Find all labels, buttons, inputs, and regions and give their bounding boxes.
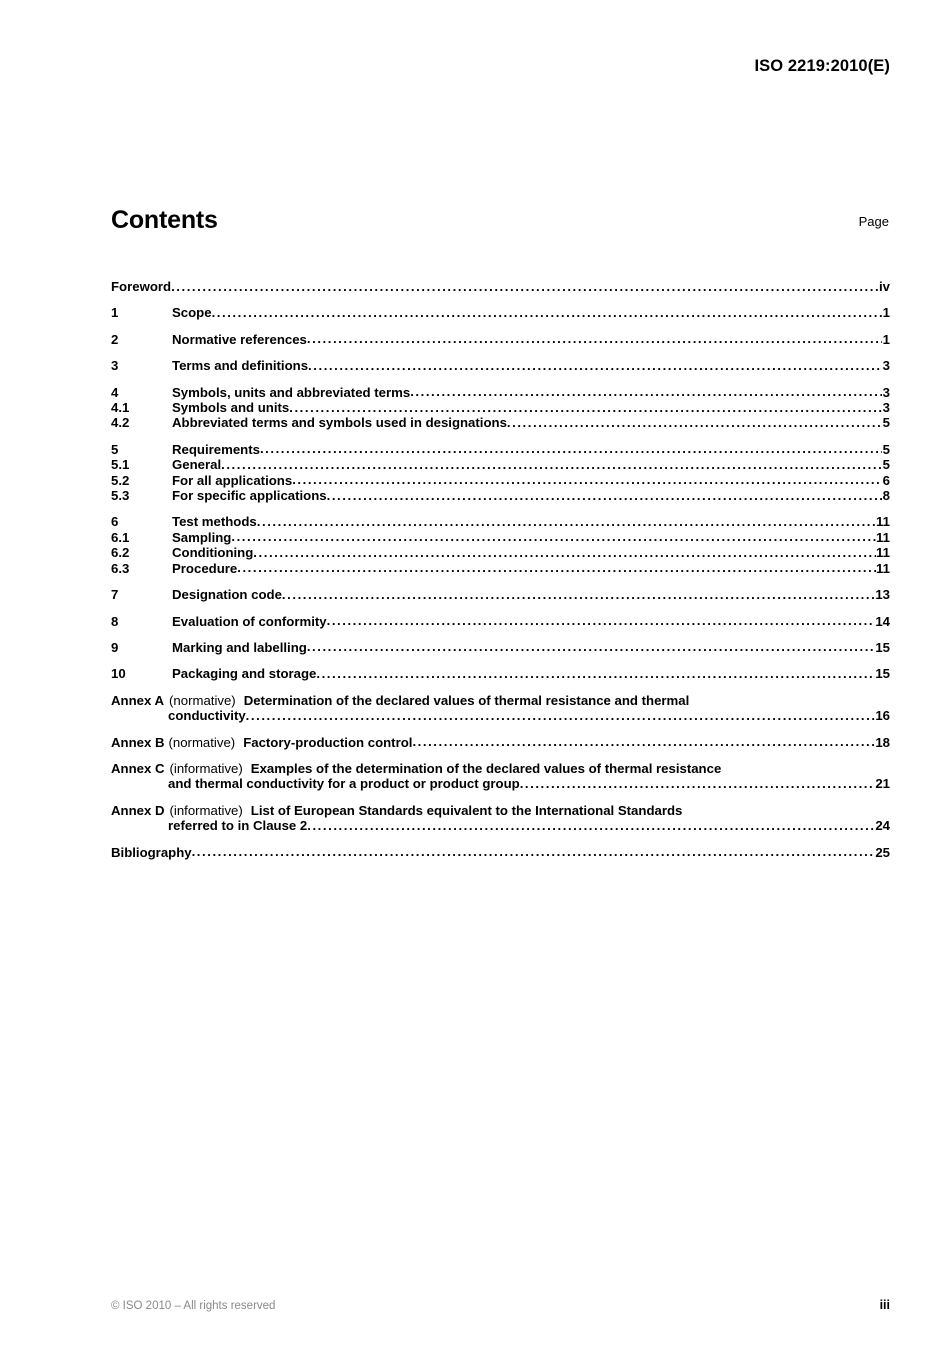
dot-leader [289, 400, 882, 415]
dot-leader [308, 358, 882, 373]
toc-annex-title-line2: referred to in Clause 2 [168, 818, 308, 834]
toc-entry-page-number: 15 [875, 666, 890, 682]
toc-entry-page-number: 16 [875, 708, 890, 724]
toc-entry-bibliography[interactable] [111, 845, 890, 860]
toc-annex-label: Annex D [111, 802, 165, 818]
dot-leader [307, 640, 875, 655]
toc-annex-label: Annex C [111, 760, 165, 776]
dot-leader [257, 514, 876, 529]
toc-annex-title [111, 735, 412, 750]
toc-entry-3-terms-and-definitions[interactable] [111, 358, 890, 373]
toc-entry-number: 5.2 [111, 472, 130, 488]
page-footer [111, 1298, 890, 1312]
toc-entry-number: 5.1 [111, 457, 130, 473]
toc-entry-title: Terms and definitions [172, 358, 309, 374]
toc-entry-page-number: 11 [876, 514, 890, 530]
toc-entry-title-wrap [172, 640, 875, 655]
toc-entry-title: For specific applications [172, 488, 327, 504]
dot-leader [246, 708, 875, 723]
toc-entry-number: 6.1 [111, 529, 130, 545]
toc-entry-title-wrap [172, 545, 876, 560]
dot-leader [507, 415, 882, 430]
toc-annex-heading-line [111, 693, 890, 708]
toc-annex-continuation-line [111, 776, 890, 791]
toc-entry-number: 5 [111, 441, 119, 457]
toc-entry-page-number: 14 [875, 613, 890, 629]
toc-entry-2-normative-references[interactable] [111, 332, 890, 347]
table-of-contents [111, 268, 890, 860]
toc-entry-number: 4.1 [111, 400, 130, 416]
dot-leader [520, 776, 875, 791]
toc-entry-number: 3 [111, 358, 119, 374]
toc-entry-6-2-conditioning[interactable] [111, 545, 890, 560]
dot-leader [327, 488, 883, 503]
toc-entry-title: Normative references [172, 331, 307, 347]
toc-entry-number: 10 [111, 666, 126, 682]
toc-entry-title-wrap [168, 708, 875, 723]
toc-entry-title-wrap [172, 415, 882, 430]
toc-entry-title-wrap [172, 400, 882, 415]
toc-entry-number: 6 [111, 514, 119, 530]
toc-entry-number: 4 [111, 384, 119, 400]
toc-entry-title: Packaging and storage [172, 666, 317, 682]
toc-entry-4-2-abbreviated-terms-and-symbols-used-in-designations[interactable] [111, 415, 890, 430]
toc-entry-page-number: 11 [876, 545, 890, 561]
page-folio: iii [879, 1298, 890, 1312]
toc-entry-number: 5.3 [111, 488, 130, 504]
toc-entry-page-number: 5 [882, 457, 890, 473]
toc-annex-title-line1: Determination of the declared values of thermal resistance and thermal [243, 692, 690, 708]
dot-leader [260, 442, 882, 457]
toc-entry-title: Sampling [172, 529, 232, 545]
toc-entry-number: 1 [111, 305, 119, 321]
dot-leader [192, 845, 875, 860]
toc-entry-annex-d[interactable] [111, 803, 890, 834]
toc-entry-number: 6.3 [111, 560, 130, 576]
toc-entry-foreword[interactable] [111, 279, 890, 294]
toc-entry-page-number: 18 [875, 734, 890, 750]
dot-leader [231, 530, 875, 545]
toc-entry-1-scope[interactable] [111, 305, 890, 320]
toc-entry-4-symbols-units-and-abbreviated-terms[interactable] [111, 385, 890, 400]
spacer [236, 693, 244, 708]
toc-entry-annex-a[interactable] [111, 693, 890, 724]
toc-entry-number: 2 [111, 331, 119, 347]
toc-entry-number: 6.2 [111, 545, 130, 561]
toc-annex-continuation-line [111, 818, 890, 833]
toc-entry-page-number: 13 [875, 587, 890, 603]
toc-annex-title-line1: List of European Standards equivalent to the International Standards [250, 802, 683, 818]
toc-entry-page-number: 1 [882, 331, 890, 347]
toc-entry-title-wrap [172, 514, 876, 529]
toc-entry-title: Designation code [172, 587, 282, 603]
toc-entry-title: Foreword [111, 279, 172, 294]
toc-annex-type: (normative) [168, 734, 236, 750]
toc-entry-title: For all applications [172, 472, 293, 488]
toc-annex-type: (informative) [169, 760, 243, 776]
toc-entry-title: Procedure [172, 560, 238, 576]
toc-entry-title: Conditioning [172, 545, 254, 561]
toc-entry-annex-b[interactable] [111, 735, 890, 750]
toc-entry-6-3-procedure[interactable] [111, 561, 890, 576]
toc-entry-title: Scope [172, 305, 212, 321]
toc-entry-9-marking-and-labelling[interactable] [111, 640, 890, 655]
page-title: Contents [111, 206, 218, 234]
toc-entry-4-1-symbols-and-units[interactable] [111, 400, 890, 415]
toc-entry-page-number: 3 [882, 400, 890, 416]
toc-entry-page-number: 5 [882, 441, 890, 457]
toc-entry-title-wrap [172, 358, 882, 373]
dot-leader [292, 473, 882, 488]
toc-entry-number: 7 [111, 587, 119, 603]
contents-header [111, 206, 890, 235]
toc-entry-page-number: 25 [875, 844, 890, 860]
dot-leader [316, 666, 874, 681]
toc-annex-heading-line [111, 761, 890, 776]
dot-leader [212, 305, 883, 320]
toc-entry-title-wrap [172, 561, 876, 576]
toc-entry-title-wrap [111, 735, 875, 750]
toc-entry-6-test-methods[interactable] [111, 514, 890, 529]
toc-annex-heading-line [111, 803, 890, 818]
toc-annex-type: (informative) [169, 802, 243, 818]
toc-entry-title: General [172, 457, 222, 473]
toc-annex-label: Annex A [111, 692, 165, 708]
copyright-notice: © ISO 2010 – All rights reserved [111, 1300, 276, 1312]
toc-entry-page-number: iv [879, 279, 890, 294]
toc-entry-title-wrap [168, 818, 875, 833]
toc-entry-title-wrap [172, 332, 882, 347]
toc-entry-6-1-sampling[interactable] [111, 530, 890, 545]
dot-leader [307, 818, 875, 833]
toc-entry-5-3-for-specific-applications[interactable] [111, 488, 890, 503]
toc-entry-title-wrap [172, 305, 882, 320]
toc-entry-title: Symbols and units [172, 400, 290, 416]
toc-entry-10-packaging-and-storage[interactable] [111, 666, 890, 681]
toc-entry-page-number: 24 [875, 818, 890, 834]
dot-leader [412, 735, 874, 750]
toc-entry-5-requirements[interactable] [111, 442, 890, 457]
toc-entry-page-number: 15 [875, 639, 890, 655]
toc-entry-page-number: 8 [882, 488, 890, 504]
toc-entry-title: Test methods [172, 514, 257, 530]
toc-annex-heading-line [111, 735, 890, 750]
toc-entry-annex-c[interactable] [111, 761, 890, 792]
toc-entry-title-wrap [111, 845, 875, 860]
toc-entry-page-number: 11 [876, 560, 890, 576]
toc-annex-label: Annex B [111, 734, 165, 750]
toc-entry-title-wrap [172, 587, 875, 602]
spacer [243, 803, 251, 818]
toc-annex-title-line1: Examples of the determination of the declared values of thermal resistance [250, 760, 722, 776]
toc-entry-page-number: 21 [875, 776, 890, 792]
toc-annex-title-line1: Factory-production control [243, 734, 413, 750]
toc-entry-title: Evaluation of conformity [172, 613, 327, 629]
dot-leader [307, 332, 882, 347]
toc-entry-title: Bibliography [111, 844, 192, 860]
toc-annex-title-line2: and thermal conductivity for a product or product group [168, 776, 520, 792]
toc-entry-page-number: 6 [882, 472, 890, 488]
toc-entry-page-number: 3 [882, 384, 890, 400]
toc-entry-5-1-general[interactable] [111, 457, 890, 472]
toc-entry-title-wrap [172, 614, 875, 629]
toc-entry-title: Requirements [172, 441, 260, 457]
toc-entry-number: 8 [111, 613, 119, 629]
toc-annex-title-line2: conductivity [168, 708, 246, 724]
toc-entry-title-wrap [172, 457, 882, 472]
toc-entry-page-number: 11 [876, 529, 890, 545]
toc-entry-page-number: 1 [882, 305, 890, 321]
toc-annex-type: (normative) [169, 692, 236, 708]
dot-leader [327, 614, 875, 629]
toc-entry-title-wrap [111, 279, 879, 294]
toc-entry-title-wrap [172, 530, 876, 545]
toc-entry-page-number: 3 [882, 358, 890, 374]
spacer [243, 761, 251, 776]
toc-entry-title-wrap [172, 442, 882, 457]
toc-entry-page-number: 5 [882, 415, 890, 431]
toc-annex-continuation-line [111, 708, 890, 723]
toc-entry-title: Abbreviated terms and symbols used in designations [172, 415, 507, 431]
dot-leader [410, 385, 882, 400]
toc-entry-title-wrap [168, 776, 875, 791]
toc-entry-title-wrap [172, 473, 882, 488]
toc-entry-title-wrap [172, 488, 882, 503]
toc-entry-number: 4.2 [111, 415, 130, 431]
page-column-label: Page [858, 214, 889, 229]
toc-entry-7-designation-code[interactable] [111, 587, 890, 602]
dot-leader [221, 457, 882, 472]
dot-leader [237, 561, 875, 576]
toc-entry-title: Symbols, units and abbreviated terms [172, 384, 411, 400]
toc-entry-title: Marking and labelling [172, 639, 307, 655]
toc-entry-title-wrap [172, 666, 875, 681]
dot-leader [171, 279, 878, 294]
dot-leader [253, 545, 875, 560]
toc-entry-title-wrap [172, 385, 882, 400]
toc-entry-5-2-for-all-applications[interactable] [111, 473, 890, 488]
toc-entry-number: 9 [111, 639, 119, 655]
running-header-standard-ref: ISO 2219:2010(E) [754, 57, 890, 75]
toc-entry-8-evaluation-of-conformity[interactable] [111, 614, 890, 629]
dot-leader [282, 587, 875, 602]
